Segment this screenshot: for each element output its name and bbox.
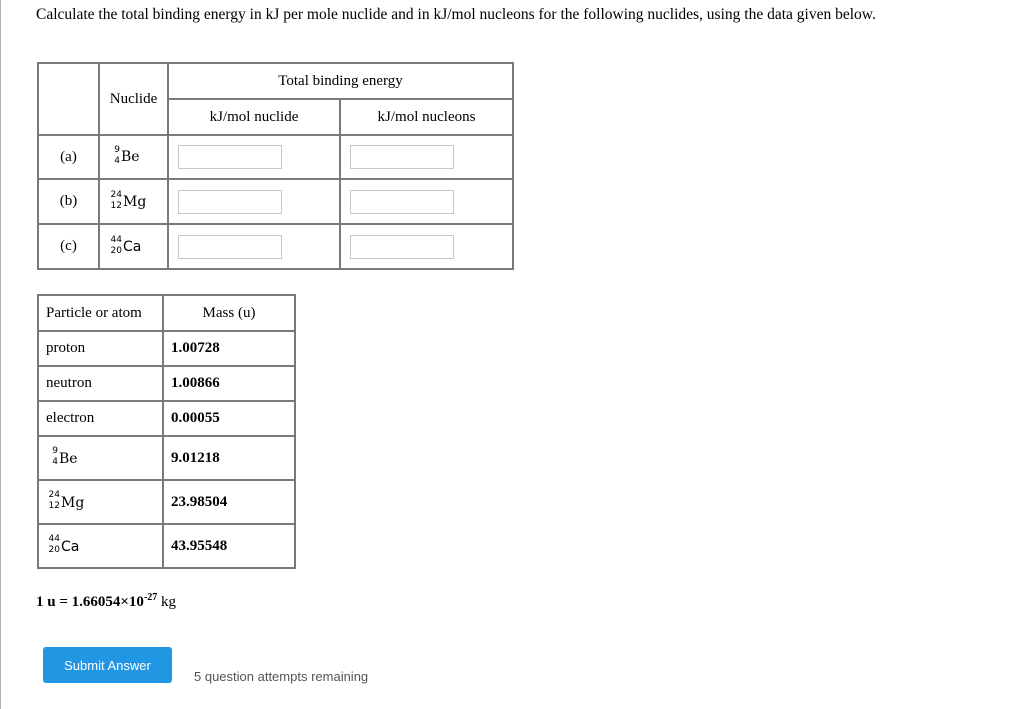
row-label: (a) [38, 135, 99, 179]
element-symbol: Be [121, 149, 140, 165]
atomic-number: 20 [110, 245, 122, 256]
table-row [38, 401, 295, 436]
particle-mass: 1.00866 [163, 366, 295, 401]
nuclide-be-9 [99, 135, 168, 179]
nuclide-ca-44 [99, 224, 168, 269]
kj-mol-nuclide-header: kJ/mol nuclide [168, 99, 340, 135]
atomic-number: 4 [52, 457, 58, 467]
row-label: (b) [38, 179, 99, 224]
element-symbol: Ca [61, 539, 80, 555]
atomic-number: 4 [114, 156, 120, 166]
particle-mass: 0.00055 [163, 401, 295, 436]
nuclide-header: Nuclide [99, 63, 168, 135]
answer-row-b [38, 179, 513, 224]
nuclide-ca-44 [38, 524, 163, 568]
particle-name: neutron [38, 366, 163, 401]
row-label: (c) [38, 224, 99, 269]
mass-number: 24 [110, 189, 122, 200]
particle-name: proton [38, 331, 163, 366]
answer-row-a [38, 135, 513, 179]
kj-mol-nucleons-input-c[interactable] [350, 235, 454, 259]
mass-number: 9 [114, 145, 120, 155]
kj-mol-nuclide-input-c[interactable] [178, 235, 282, 259]
unit-conversion [36, 592, 176, 611]
submit-answer-button[interactable]: Submit Answer [43, 647, 172, 683]
nuclide-mg-24 [99, 179, 168, 224]
mass-number: 44 [110, 234, 122, 245]
table-row [38, 331, 295, 366]
element-symbol: Mg [61, 495, 85, 511]
kj-mol-nuclide-input-a[interactable] [178, 145, 282, 169]
kj-mol-nuclide-input-b[interactable] [178, 190, 282, 214]
mass-header: Mass (u) [163, 295, 295, 331]
left-border [0, 0, 1, 709]
element-symbol: Be [59, 451, 78, 467]
element-symbol: Ca [123, 238, 142, 255]
particle-mass: 9.01218 [163, 436, 295, 480]
answer-table [37, 62, 514, 270]
nuclide-mg-24 [38, 480, 163, 524]
mass-number: 44 [48, 534, 60, 544]
element-symbol: Mg [123, 193, 147, 210]
atomic-number: 12 [110, 200, 122, 211]
atomic-number: 20 [48, 545, 60, 555]
kj-mol-nucleons-input-a[interactable] [350, 145, 454, 169]
table-row [38, 524, 295, 568]
answer-row-c [38, 224, 513, 269]
kj-mol-nucleons-input-b[interactable] [350, 190, 454, 214]
particle-mass: 1.00728 [163, 331, 295, 366]
mass-data-table [37, 294, 296, 569]
conversion-unit: kg [161, 594, 177, 610]
kj-mol-nucleons-header: kJ/mol nucleons [340, 99, 513, 135]
attempts-remaining: 5 question attempts remaining [194, 669, 369, 684]
total-binding-energy-header: Total binding energy [168, 63, 513, 99]
particle-mass: 43.95548 [163, 524, 295, 568]
table-row [38, 480, 295, 524]
particle-mass: 23.98504 [163, 480, 295, 524]
mass-number: 9 [52, 446, 58, 456]
nuclide-be-9 [38, 436, 163, 480]
question-text: Calculate the total binding energy in kJ per mole nuclide and in kJ/mol nucleons for the following nuclides, using the data given below. [36, 6, 876, 23]
empty-header-cell [38, 63, 99, 135]
particle-header: Particle or atom [38, 295, 163, 331]
mass-number: 24 [48, 490, 60, 500]
table-row [38, 366, 295, 401]
conversion-exponent: -27 [143, 592, 158, 603]
atomic-number: 12 [48, 501, 60, 511]
conversion-lhs: 1 u = 1.66054×10 [36, 594, 144, 610]
particle-name: electron [38, 401, 163, 436]
table-row [38, 436, 295, 480]
